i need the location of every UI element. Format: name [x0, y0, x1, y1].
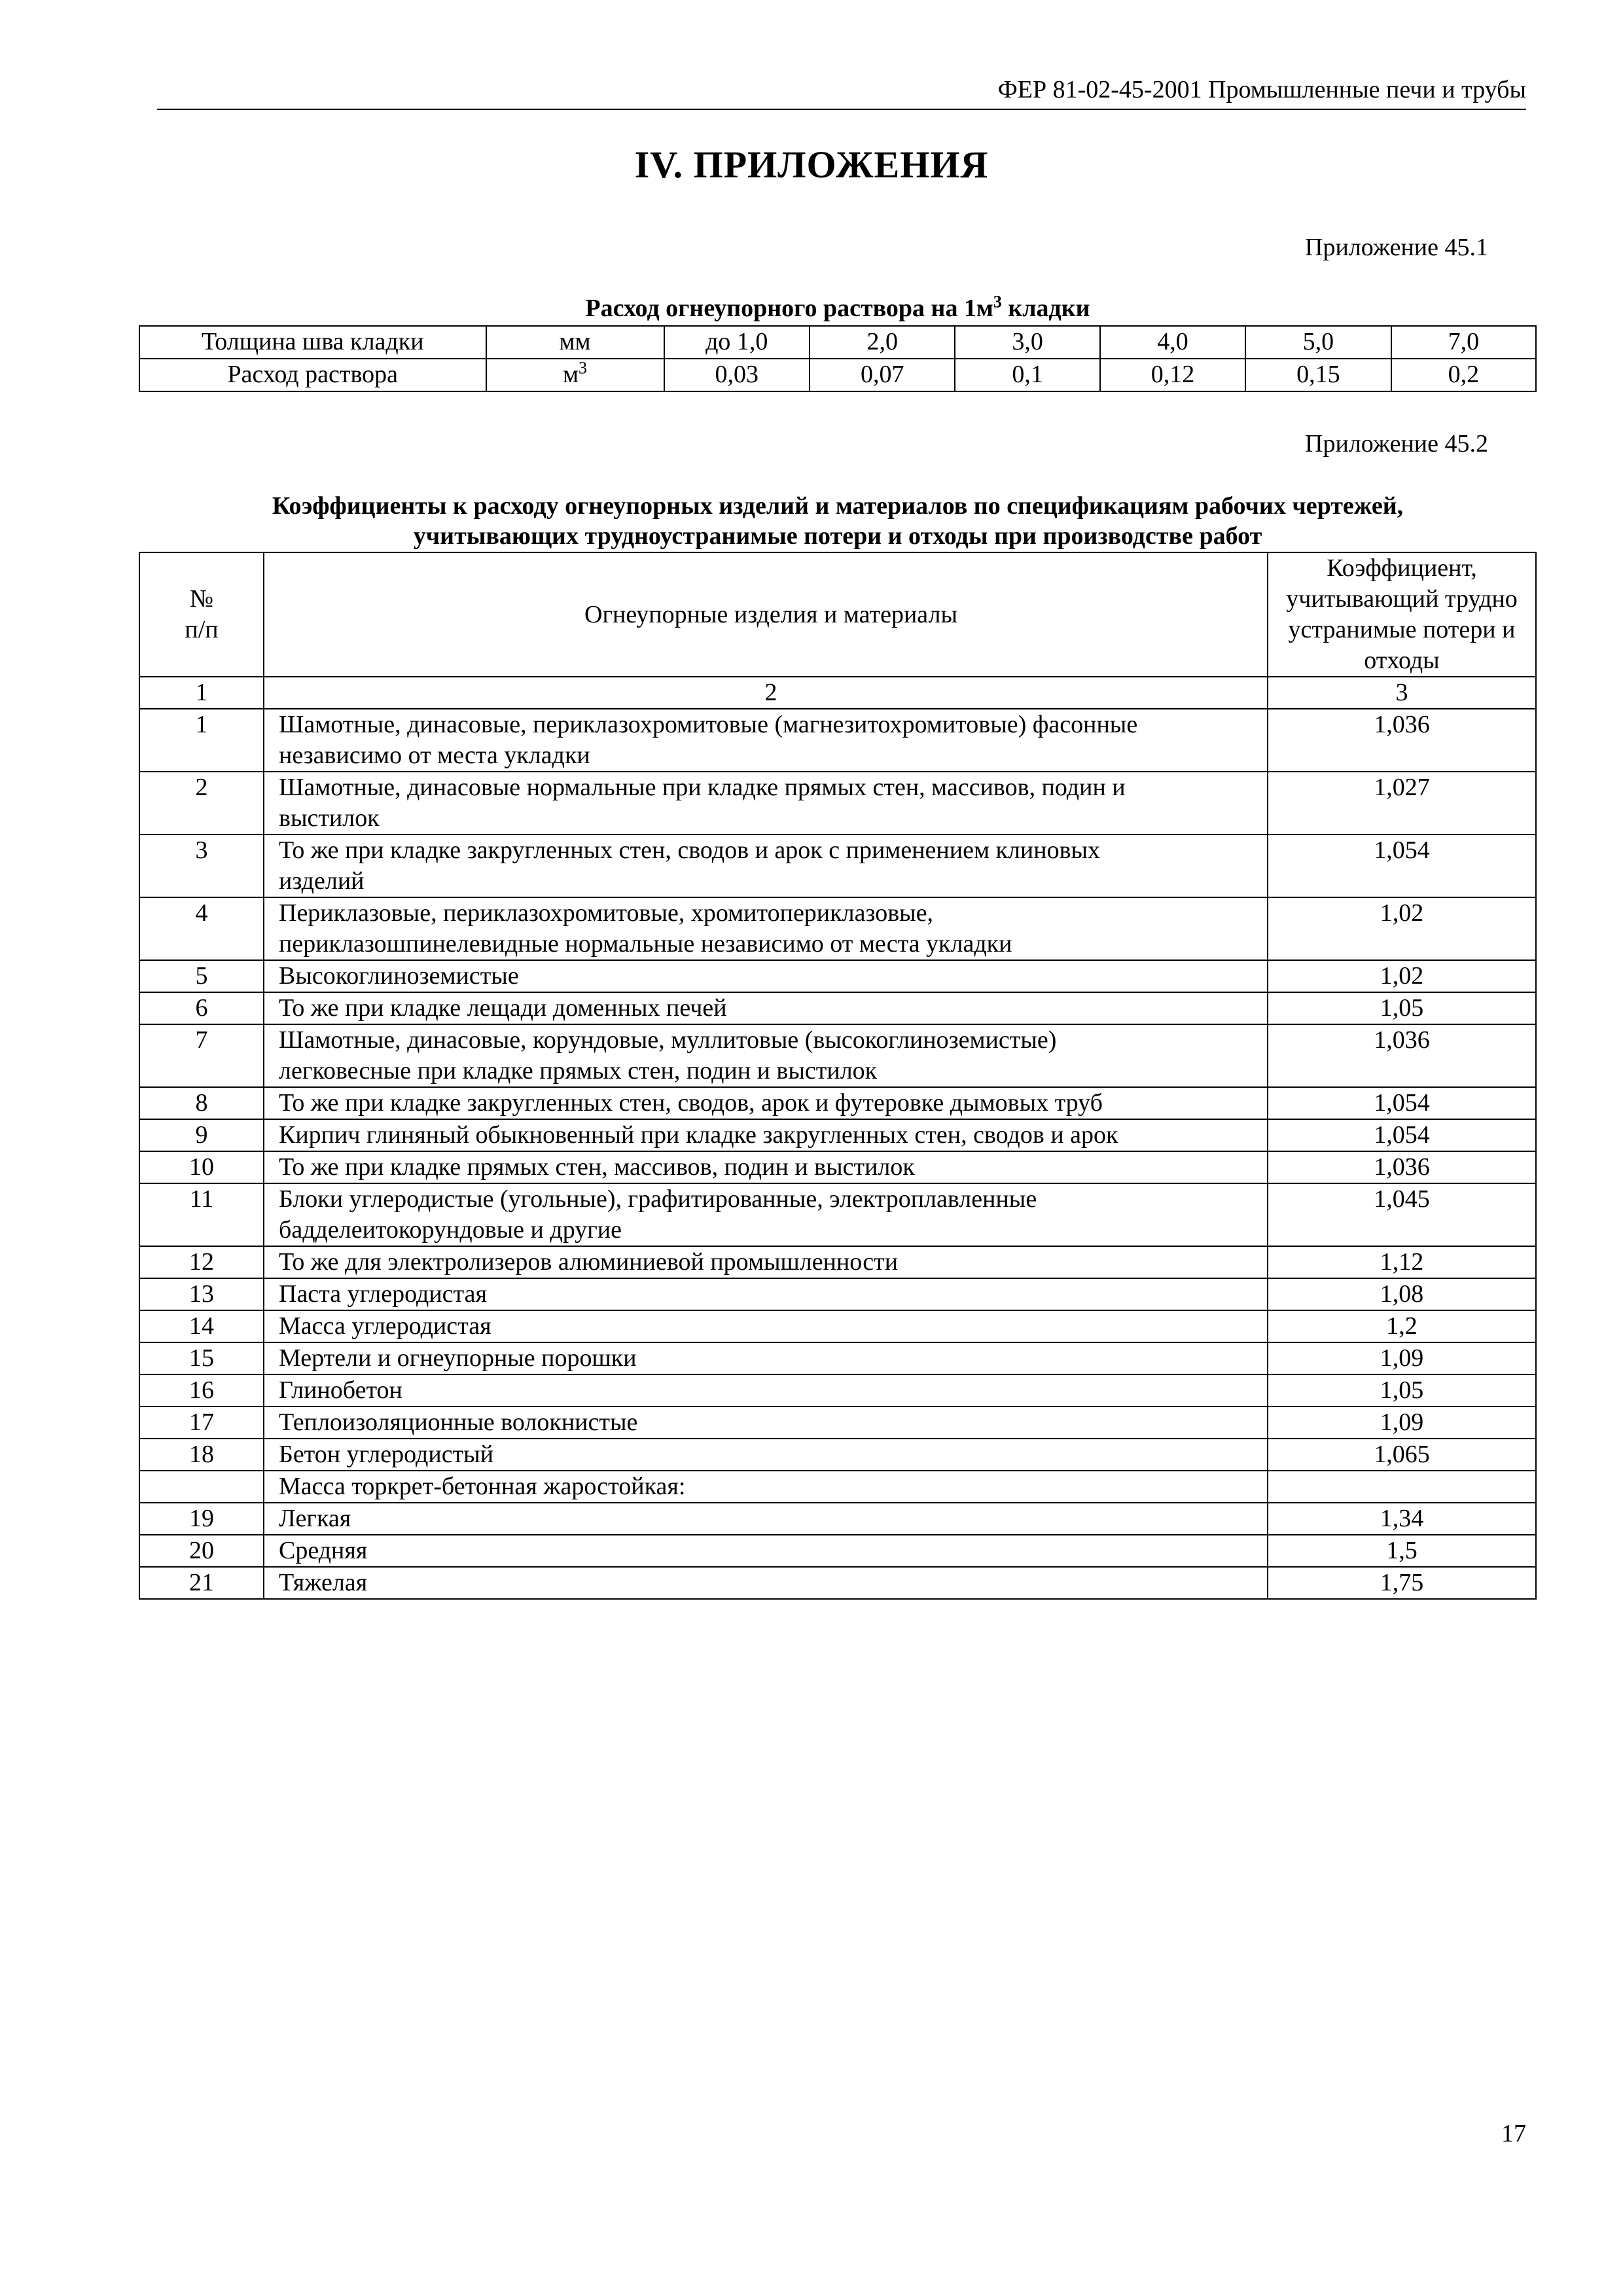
coefficient-cell: 1,036 — [1268, 1024, 1536, 1087]
appendix-45-1-label: Приложение 45.1 — [1305, 234, 1488, 261]
material-name-line: То же при кладке лещади доменных печей — [279, 994, 727, 1022]
value-cell: до 1,0 — [664, 326, 810, 359]
coefficient-cell: 1,045 — [1268, 1183, 1536, 1246]
table-row — [139, 1374, 1536, 1407]
row-number-cell — [139, 1471, 264, 1503]
material-name-line: Масса углеродистая — [279, 1312, 491, 1340]
material-name-line: Теплоизоляционные волокнистые — [279, 1408, 638, 1436]
material-name-cell — [264, 992, 1268, 1024]
row-number-cell: 9 — [139, 1119, 264, 1151]
coefficient-cell: 1,02 — [1268, 960, 1536, 992]
coefficient-cell: 1,08 — [1268, 1278, 1536, 1310]
header-num-line: № — [189, 585, 214, 613]
row-number-cell: 19 — [139, 1503, 264, 1535]
coefficient-cell: 1,054 — [1268, 1087, 1536, 1119]
row-number-cell: 21 — [139, 1567, 264, 1599]
row-number-cell: 16 — [139, 1374, 264, 1407]
material-name-cell — [264, 1151, 1268, 1183]
material-name-cell — [264, 1342, 1268, 1374]
material-name-line: То же для электролизеров алюминиевой промышленности — [279, 1248, 899, 1276]
page-number: 17 — [1501, 2120, 1526, 2147]
header-coef-line: Коэффициент, — [1327, 554, 1477, 582]
value-cell: 7,0 — [1391, 326, 1536, 359]
row-number-cell: 8 — [139, 1087, 264, 1119]
material-name-cell — [264, 1024, 1268, 1087]
table-row — [139, 359, 1536, 391]
material-name-cell — [264, 1374, 1268, 1407]
table-row — [139, 1439, 1536, 1471]
material-name-cell — [264, 772, 1268, 834]
material-name-line: Мертели и огнеупорные порошки — [279, 1344, 637, 1372]
coefficient-cell: 1,065 — [1268, 1439, 1536, 1471]
table-row — [139, 1471, 1536, 1503]
table-row — [139, 1407, 1536, 1439]
material-name-line: изделий — [279, 867, 365, 895]
material-name-cell — [264, 709, 1268, 772]
material-name-line: Кирпич глиняный обыкновенный при кладке закругленных стен, сводов и арок — [279, 1121, 1118, 1149]
caption-text: Расход огнеупорного раствора на 1м — [585, 295, 993, 322]
material-name-cell — [264, 897, 1268, 960]
table-row — [139, 1503, 1536, 1535]
material-name-line: легковесные при кладке прямых стен, подин и выстилок — [279, 1057, 878, 1085]
caption-superscript: 3 — [993, 292, 1002, 312]
material-name-cell — [264, 1567, 1268, 1599]
table-row — [139, 960, 1536, 992]
coefficient-cell: 1,02 — [1268, 897, 1536, 960]
value-cell: 4,0 — [1100, 326, 1245, 359]
value-cell: 0,2 — [1391, 359, 1536, 391]
row-number-cell: 3 — [139, 834, 264, 897]
coefficients-table — [139, 552, 1537, 1600]
table-row — [139, 1342, 1536, 1374]
header-row — [139, 552, 1536, 677]
row-number-cell: 15 — [139, 1342, 264, 1374]
coefficient-cell: 1,05 — [1268, 992, 1536, 1024]
row-number-cell: 13 — [139, 1278, 264, 1310]
material-name-cell — [264, 1119, 1268, 1151]
table-row — [139, 1087, 1536, 1119]
value-cell: 0,03 — [664, 359, 810, 391]
material-name-line: Шамотные, динасовые нормальные при кладке прямых стен, массивов, подин и — [279, 774, 1126, 801]
material-name-line: выстилок — [279, 804, 380, 832]
coefficient-cell — [1268, 1471, 1536, 1503]
running-header — [157, 73, 1526, 110]
value-cell: 0,07 — [810, 359, 955, 391]
column-index-cell: 1 — [139, 677, 264, 709]
coefficient-cell: 1,09 — [1268, 1407, 1536, 1439]
material-name-line: Легкая — [279, 1505, 351, 1532]
caption-text-end: кладки — [1001, 295, 1090, 322]
row-number-cell: 14 — [139, 1310, 264, 1342]
material-name-line: То же при кладке закругленных стен, сводов, арок и футеровке дымовых труб — [279, 1089, 1103, 1117]
material-name-line: Средняя — [279, 1537, 368, 1564]
value-cell: 0,1 — [955, 359, 1099, 391]
material-name-line: бадделеитокорундовые и другие — [279, 1216, 622, 1244]
column-index-cell: 3 — [1268, 677, 1536, 709]
material-name-cell — [264, 1535, 1268, 1567]
row-number-cell: 4 — [139, 897, 264, 960]
material-name-line: Тяжелая — [279, 1569, 368, 1596]
table-row — [139, 1024, 1536, 1087]
header-num-line: п/п — [185, 616, 219, 643]
table-row — [139, 992, 1536, 1024]
table-row — [139, 1535, 1536, 1567]
material-name-cell — [264, 1407, 1268, 1439]
coefficient-cell: 1,027 — [1268, 772, 1536, 834]
material-name-line: независимо от места укладки — [279, 742, 590, 769]
unit-text: м — [562, 361, 579, 388]
value-cell: 2,0 — [810, 326, 955, 359]
material-name-cell — [264, 1310, 1268, 1342]
unit-text: мм — [559, 328, 591, 355]
material-name-cell — [264, 1087, 1268, 1119]
coefficient-cell: 1,2 — [1268, 1310, 1536, 1342]
material-name-cell — [264, 1503, 1268, 1535]
table-row — [139, 772, 1536, 834]
row-name-cell: Расход раствора — [139, 359, 486, 391]
material-name-line: Бетон углеродистый — [279, 1441, 494, 1468]
mortar-consumption-table — [139, 325, 1537, 392]
appendix-45-2-caption — [139, 491, 1537, 551]
unit-cell — [486, 359, 664, 391]
column-index-row — [139, 677, 1536, 709]
table-row — [139, 1567, 1536, 1599]
material-name-cell — [264, 1439, 1268, 1471]
unit-cell — [486, 326, 664, 359]
running-title: ФЕР 81-02-45-2001 Промышленные печи и трубы — [997, 76, 1526, 103]
coefficient-cell: 1,054 — [1268, 1119, 1536, 1151]
material-name-line: Глинобетон — [279, 1376, 402, 1404]
coefficient-cell: 1,09 — [1268, 1342, 1536, 1374]
appendix-45-1-caption — [139, 293, 1537, 323]
table-row — [139, 1310, 1536, 1342]
table-row — [139, 1119, 1536, 1151]
row-number-cell: 17 — [139, 1407, 264, 1439]
row-number-cell: 7 — [139, 1024, 264, 1087]
material-name-cell — [264, 834, 1268, 897]
row-number-cell: 2 — [139, 772, 264, 834]
coefficient-cell: 1,054 — [1268, 834, 1536, 897]
material-name-line: Паста углеродистая — [279, 1280, 487, 1308]
coefficient-cell: 1,75 — [1268, 1567, 1536, 1599]
value-cell: 0,12 — [1100, 359, 1245, 391]
material-name-line: Периклазовые, периклазохромитовые, хромитопериклазовые, — [279, 899, 934, 927]
material-name-line: То же при кладке прямых стен, массивов, подин и выстилок — [279, 1153, 915, 1181]
row-number-cell: 20 — [139, 1535, 264, 1567]
table-row — [139, 1183, 1536, 1246]
unit-superscript: 3 — [579, 358, 588, 378]
section-title: IV. ПРИЛОЖЕНИЯ — [634, 143, 989, 186]
material-name-cell — [264, 960, 1268, 992]
coefficient-cell: 1,34 — [1268, 1503, 1536, 1535]
coefficient-cell: 1,05 — [1268, 1374, 1536, 1407]
row-number-cell: 1 — [139, 709, 264, 772]
table-row — [139, 1151, 1536, 1183]
material-name-line: Масса торкрет-бетонная жаростойкая: — [279, 1473, 686, 1500]
material-name-cell — [264, 1278, 1268, 1310]
material-name-line: Шамотные, динасовые, корундовые, муллитовые (высокоглиноземистые) — [279, 1026, 1057, 1054]
row-number-cell: 18 — [139, 1439, 264, 1471]
table-row — [139, 1246, 1536, 1278]
row-number-cell: 12 — [139, 1246, 264, 1278]
coefficient-cell: 1,12 — [1268, 1246, 1536, 1278]
material-name-cell — [264, 1246, 1268, 1278]
column-index-cell: 2 — [264, 677, 1268, 709]
header-coef-line: учитывающий трудно — [1286, 585, 1518, 613]
material-name-line: То же при кладке закругленных стен, сводов и арок с применением клиновых — [279, 836, 1101, 864]
header-coef-cell — [1268, 552, 1536, 677]
table-row — [139, 834, 1536, 897]
appendix-45-2-label: Приложение 45.2 — [1305, 430, 1488, 457]
header-name-cell: Огнеупорные изделия и материалы — [264, 552, 1268, 677]
table-row — [139, 897, 1536, 960]
row-number-cell: 5 — [139, 960, 264, 992]
header-coef-line: отходы — [1364, 647, 1440, 674]
table-row — [139, 1278, 1536, 1310]
material-name-line: периклазошпинелевидные нормальные независимо от места укладки — [279, 930, 1012, 958]
row-number-cell: 10 — [139, 1151, 264, 1183]
header-num-cell — [139, 552, 264, 677]
header-coef-line: устранимые потери и — [1288, 616, 1516, 643]
row-name-cell: Толщина шва кладки — [139, 326, 486, 359]
table-row — [139, 326, 1536, 359]
coefficient-cell: 1,5 — [1268, 1535, 1536, 1567]
material-name-line: Блоки углеродистые (угольные), графитированные, электроплавленные — [279, 1185, 1037, 1213]
value-cell: 3,0 — [955, 326, 1099, 359]
value-cell: 0,15 — [1245, 359, 1391, 391]
row-number-cell: 6 — [139, 992, 264, 1024]
caption-line-1: Коэффициенты к расходу огнеупорных изделий и материалов по спецификациям рабочих чертежей, — [272, 492, 1404, 520]
table-row — [139, 709, 1536, 772]
caption-line-2: учитывающих трудноустранимые потери и отходы при производстве работ — [413, 522, 1262, 550]
material-name-line: Шамотные, динасовые, периклазохромитовые (магнезитохромитовые) фасонные — [279, 711, 1138, 738]
value-cell: 5,0 — [1245, 326, 1391, 359]
coefficient-cell: 1,036 — [1268, 1151, 1536, 1183]
material-name-cell — [264, 1183, 1268, 1246]
coefficient-cell: 1,036 — [1268, 709, 1536, 772]
row-number-cell: 11 — [139, 1183, 264, 1246]
material-name-line: Высокоглиноземистые — [279, 962, 519, 990]
material-name-cell — [264, 1471, 1268, 1503]
